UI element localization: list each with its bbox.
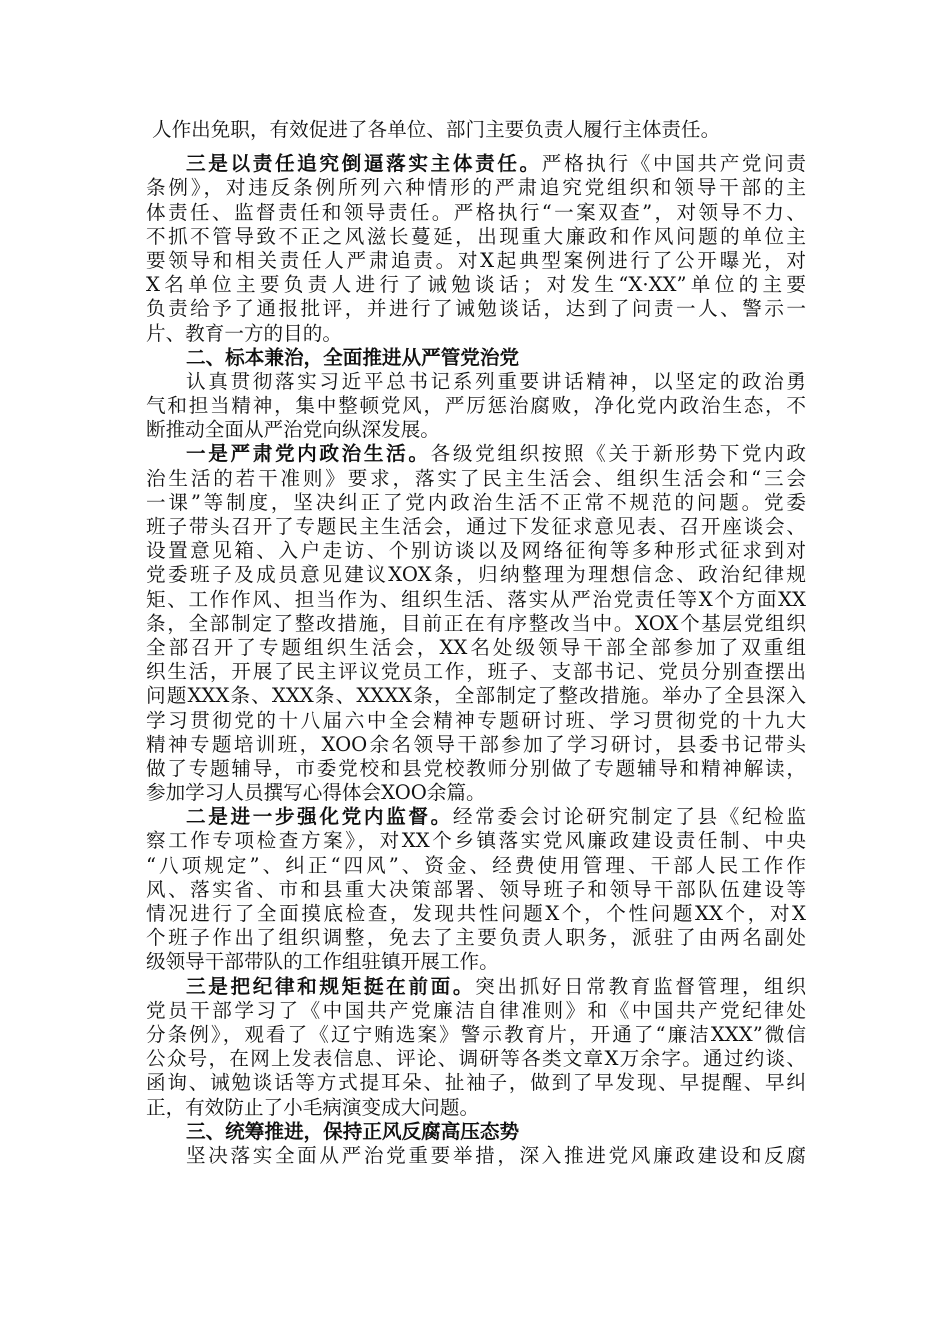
- body-text: 问题XXX条、XXX条、XXXX条，全部制定了整改措施。举办了全县深入: [146, 684, 806, 708]
- text-line: [146, 781, 806, 805]
- text-line: [146, 1144, 806, 1168]
- body-text: 公众号，在网上发表信息、评论、调研等各类文章X万余字。通过约谈、: [146, 1047, 806, 1071]
- text-line: [146, 322, 806, 346]
- body-text: 函询、诫勉谈话等方式提耳朵、扯袖子，做到了早发现、早提醒、早纠: [146, 1071, 806, 1095]
- body-text: 条例》，对违反条例所列六种情形的严肃追究党组织和领导干部的主: [146, 176, 806, 200]
- paragraph-body: [146, 152, 806, 1168]
- text-line: [146, 491, 806, 515]
- text-line: [146, 926, 806, 950]
- text-line: [146, 636, 806, 660]
- text-line: [146, 854, 806, 878]
- text-line: [146, 999, 806, 1023]
- text-line: [146, 660, 806, 684]
- text-line: [146, 249, 806, 273]
- body-text: 学习贯彻党的十八届六中全会精神专题研讨班、学习贯彻党的十九大: [146, 708, 806, 732]
- text-line: [146, 1071, 806, 1095]
- body-text: 体责任、监督责任和领导责任。严格执行“一案双查”，对领导不力、: [146, 200, 806, 224]
- body-text: 矩、工作作风、担当作为、组织生活、落实从严治党责任等X个方面XX: [146, 587, 806, 611]
- text-line: 人作出免职，有效促进了各单位、部门主要负责人履行主体责任。: [152, 118, 721, 141]
- bold-lead-text: 一是严肃党内政治生活。: [186, 442, 431, 466]
- body-text: X名单位主要负责人进行了诫勉谈话；对发生“X·XX”单位的主要: [146, 273, 806, 297]
- bold-lead-text: 三是以责任追究倒逼落实主体责任。: [186, 152, 542, 176]
- bold-lead-text: 三是把纪律和规矩挺在前面。: [186, 974, 476, 998]
- bold-lead-text: 二是进一步强化党内监督。: [186, 805, 453, 829]
- body-text: 设置意见箱、入户走访、个别访谈以及网络征徇等多种形式征求到对: [146, 539, 806, 563]
- body-text: 做了专题辅导，市委党校和县党校教师分别做了专题辅导和精神解读，: [146, 756, 806, 780]
- bold-lead-text: 二、标本兼治，全面推进从严管党治党: [186, 345, 520, 369]
- body-text: “八项规定”、纠正“四风”、资金、经费使用管理、干部人民工作作: [146, 853, 806, 877]
- text-line: [146, 805, 806, 829]
- text-line: [146, 878, 806, 902]
- body-text: 一课”等制度，坚决纠正了党内政治生活不正常不规范的问题。党委: [146, 490, 806, 514]
- text-line: [146, 394, 806, 418]
- paragraph-intro: [146, 118, 806, 142]
- text-line: [146, 563, 806, 587]
- text-line: [146, 975, 806, 999]
- text-line: [146, 370, 806, 394]
- body-text: 气和担当精神，集中整顿党风，严厉惩治腐败，净化党内政治生态，不: [146, 394, 806, 418]
- body-text: 察工作专项检查方案》，对XX个乡镇落实党风廉政建设责任制、中央: [146, 829, 806, 853]
- body-text: 不抓不管导致不正之风滋长蔓延，出现重大廉政和作风问题的单位主: [146, 224, 806, 248]
- body-text: 个班子作出了组织调整，免去了主要负责人职务，派驻了由两名副处: [146, 926, 806, 950]
- body-text: 坚决落实全面从严治党重要举措，深入推进党风廉政建设和反腐: [186, 1143, 806, 1167]
- body-text: 经常委会讨论研究制定了县《纪检监: [452, 805, 807, 829]
- text-line: [146, 225, 806, 249]
- text-line: [146, 733, 806, 757]
- text-line: [146, 176, 806, 200]
- text-line: [146, 902, 806, 926]
- text-line: [146, 684, 806, 708]
- body-text: 织生活，开展了民主评议党员工作，班子、支部书记、党员分别查摆出: [146, 660, 806, 684]
- text-line: [146, 1023, 806, 1047]
- body-text: 突出抓好日常教育监督管理，组织: [475, 974, 807, 998]
- text-line: [146, 757, 806, 781]
- text-line: [146, 1120, 806, 1144]
- text-line: [146, 346, 806, 370]
- body-text: 分条例》，观看了《辽宁贿选案》警示教育片，开通了“廉洁XXX”微信: [146, 1022, 806, 1046]
- text-line: [146, 201, 806, 225]
- body-text: 精神专题培训班，XOO余名领导干部参加了学习研讨，县委书记带头: [146, 732, 806, 756]
- body-text: 片、教育一方的目的。: [146, 321, 342, 345]
- body-text: 条，全部制定了整改措施，目前正在有序整改当中。XOX个基层党组织: [146, 611, 806, 635]
- text-line: [146, 273, 806, 297]
- body-text: 各级党组织按照《关于新形势下党内政: [430, 442, 807, 466]
- body-text: 党员干部学习了《中国共产党廉洁自律准则》和《中国共产党纪律处: [146, 998, 806, 1022]
- body-text: 级领导干部带队的工作组驻镇开展工作。: [146, 950, 499, 974]
- text-line: [146, 950, 806, 974]
- text-line: [146, 418, 806, 442]
- body-text: 参加学习人员撰写心得体会XOO余篇。: [146, 781, 486, 805]
- body-text: 情况进行了全面摸底检查，发现共性问题X个，个性问题XX个，对X: [146, 902, 806, 925]
- text-line: [146, 515, 806, 539]
- body-text: 正，有效防止了小毛病演变成大问题。: [146, 1095, 480, 1119]
- text-line: [146, 1096, 806, 1120]
- text-line: [146, 612, 806, 636]
- body-text: 断推动全面从严治党向纵深发展。: [146, 418, 440, 442]
- text-line: [146, 588, 806, 612]
- text-line: [146, 442, 806, 466]
- body-text: 全部召开了专题组织生活会，XX名处级领导干部全部参加了双重组: [146, 635, 806, 659]
- text-line: [146, 539, 806, 563]
- body-text: 风、落实省、市和县重大决策部署、领导班子和领导干部队伍建设等: [146, 877, 806, 901]
- text-line: [146, 152, 806, 176]
- body-text: 负责给予了通报批评，并进行了诫勉谈话，达到了问责一人、警示一: [146, 297, 806, 321]
- bold-lead-text: 三、统筹推进，保持正风反腐高压态势: [186, 1119, 520, 1143]
- body-text: 要领导和相关责任人严肃追责。对X起典型案例进行了公开曝光，对: [146, 248, 806, 272]
- text-line: [146, 297, 806, 321]
- text-line: [146, 1047, 806, 1071]
- body-text: 治生活的若干准则》要求，落实了民主生活会、组织生活会和“三会: [146, 466, 806, 490]
- body-text: 党委班子及成员意见建议XOX条，归纳整理为理想信念、政治纪律规: [146, 563, 806, 587]
- body-text: 认真贯彻落实习近平总书记系列重要讲话精神，以坚定的政治勇: [186, 369, 806, 393]
- body-text: 严格执行《中国共产党问责: [541, 152, 807, 176]
- body-text: 班子带头召开了专题民主生活会，通过下发征求意见表、召开座谈会、: [146, 515, 806, 538]
- text-line: [146, 709, 806, 733]
- text-line: [146, 829, 806, 853]
- text-line: [146, 467, 806, 491]
- document-page: [0, 118, 950, 1168]
